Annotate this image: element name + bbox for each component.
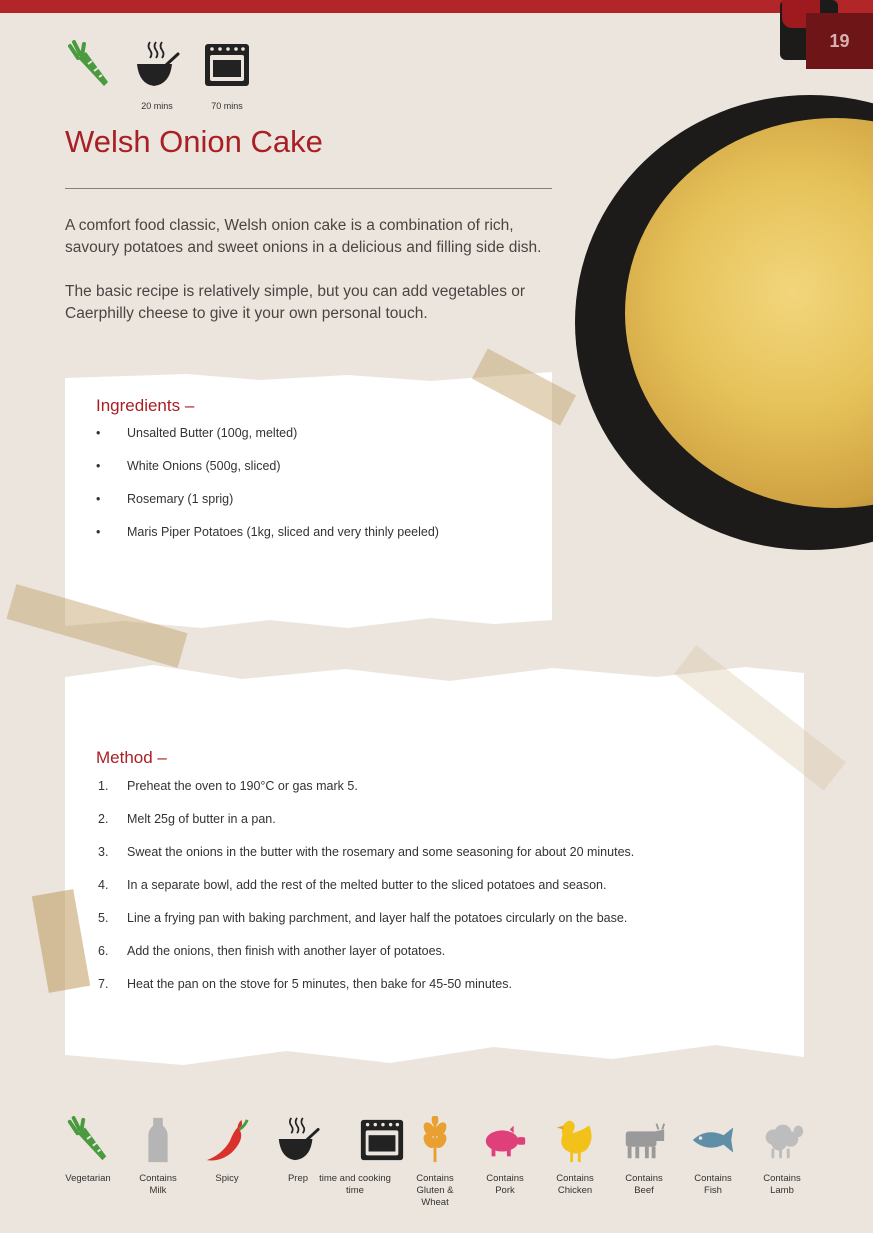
legend-pork bbox=[475, 1115, 535, 1197]
sheep-icon bbox=[758, 1116, 806, 1164]
step-text: Add the onions, then finish with another layer of potatoes. bbox=[127, 944, 446, 958]
ingredient-text: Rosemary (1 sprig) bbox=[127, 492, 234, 506]
legend-label: Vegetarian bbox=[65, 1173, 111, 1184]
step-text: In a separate bowl, add the rest of the melted butter to the sliced potatoes and season. bbox=[127, 878, 607, 892]
legend-cooking-time bbox=[300, 1115, 410, 1197]
legend-label: Pork bbox=[495, 1185, 515, 1196]
method-heading: Method – bbox=[96, 748, 167, 767]
meta-prep-time-caption: 20 mins bbox=[141, 101, 173, 111]
page-number: 19 bbox=[806, 13, 873, 69]
legend-gluten bbox=[405, 1115, 465, 1209]
recipe-intro bbox=[65, 215, 545, 347]
legend-label: time bbox=[346, 1185, 364, 1196]
step-text: Sweat the onions in the butter with the rosemary and some seasoning for about 20 minutes. bbox=[127, 845, 635, 859]
oven-icon bbox=[202, 40, 252, 90]
legend-milk bbox=[128, 1115, 188, 1197]
meta-cook-time bbox=[202, 40, 252, 111]
ingredient-text: Maris Piper Potatoes (1kg, sliced and very thinly peeled) bbox=[127, 525, 439, 539]
legend-label: Contains bbox=[139, 1173, 177, 1184]
wheat-icon bbox=[411, 1116, 459, 1164]
legend-label: Lamb bbox=[770, 1185, 794, 1196]
recipe-title: Welsh Onion Cake bbox=[65, 124, 323, 159]
step-number: 1. bbox=[98, 779, 109, 793]
list-bullet: • bbox=[96, 525, 101, 539]
chicken-icon bbox=[551, 1116, 599, 1164]
legend-vegetarian bbox=[58, 1115, 118, 1185]
intro-paragraph: A comfort food classic, Welsh onion cake is a combination of rich, savoury potatoes and sweet onions in a delicious and filling side dish. bbox=[65, 217, 542, 256]
list-bullet: • bbox=[96, 492, 101, 506]
method-paper bbox=[65, 665, 804, 1073]
legend-label: Chicken bbox=[557, 1185, 593, 1196]
step-number: 2. bbox=[98, 812, 109, 826]
intro-paragraph: The basic recipe is relatively simple, but you can add vegetables or Caerphilly cheese to give it your own personal touch. bbox=[65, 283, 526, 322]
legend-label: Contains bbox=[763, 1173, 801, 1184]
list-bullet: • bbox=[96, 426, 101, 440]
legend-label: Contains bbox=[416, 1173, 454, 1184]
legend-label: Wheat bbox=[421, 1197, 449, 1208]
legend-label: Gluten & bbox=[416, 1185, 454, 1196]
list-bullet: • bbox=[96, 459, 101, 473]
milk-bottle-icon bbox=[134, 1116, 182, 1164]
title-divider bbox=[65, 188, 552, 189]
meta-prep-time bbox=[132, 40, 182, 111]
step-number: 4. bbox=[98, 878, 109, 892]
step-number: 5. bbox=[98, 911, 109, 925]
legend-label: Contains bbox=[486, 1173, 524, 1184]
pig-icon bbox=[481, 1116, 529, 1164]
legend-fish bbox=[683, 1115, 743, 1197]
step-number: 3. bbox=[98, 845, 109, 859]
step-text: Melt 25g of butter in a pan. bbox=[127, 812, 276, 826]
legend-label: Fish bbox=[704, 1185, 722, 1196]
ingredient-text: White Onions (500g, sliced) bbox=[127, 459, 281, 473]
legend-label: Contains bbox=[556, 1173, 594, 1184]
step-text: Preheat the oven to 190°C or gas mark 5. bbox=[127, 779, 358, 793]
meta-cook-time-caption: 70 mins bbox=[211, 101, 243, 111]
legend-chicken bbox=[545, 1115, 605, 1197]
legend-label: Prep bbox=[287, 1173, 309, 1184]
step-number: 7. bbox=[98, 977, 109, 991]
legend-beef bbox=[614, 1115, 674, 1197]
meta-vegetarian bbox=[64, 40, 114, 101]
step-text: Line a frying pan with baking parchment, and layer half the potatoes circularly on the base. bbox=[127, 911, 628, 925]
legend-lamb bbox=[752, 1115, 812, 1197]
cow-icon bbox=[620, 1116, 668, 1164]
oven-icon bbox=[358, 1116, 406, 1164]
ingredients-heading: Ingredients – bbox=[96, 396, 195, 415]
legend-label: Contains bbox=[625, 1173, 663, 1184]
legend-label: Milk bbox=[149, 1185, 167, 1196]
legend-label: Contains bbox=[694, 1173, 732, 1184]
legend-label: Beef bbox=[634, 1185, 654, 1196]
top-accent-bar bbox=[0, 0, 873, 13]
step-number: 6. bbox=[98, 944, 109, 958]
legend-label: time and cooking bbox=[319, 1173, 391, 1184]
fish-icon bbox=[689, 1116, 737, 1164]
step-text: Heat the pan on the stove for 5 minutes, then bake for 45-50 minutes. bbox=[127, 977, 512, 991]
carrot-icon bbox=[64, 40, 114, 90]
carrot-icon bbox=[64, 1116, 112, 1164]
ingredient-text: Unsalted Butter (100g, melted) bbox=[127, 426, 298, 440]
chilli-icon bbox=[203, 1116, 251, 1164]
pot-icon bbox=[132, 40, 182, 90]
legend-spicy bbox=[197, 1115, 257, 1185]
legend-label: Spicy bbox=[215, 1173, 239, 1184]
